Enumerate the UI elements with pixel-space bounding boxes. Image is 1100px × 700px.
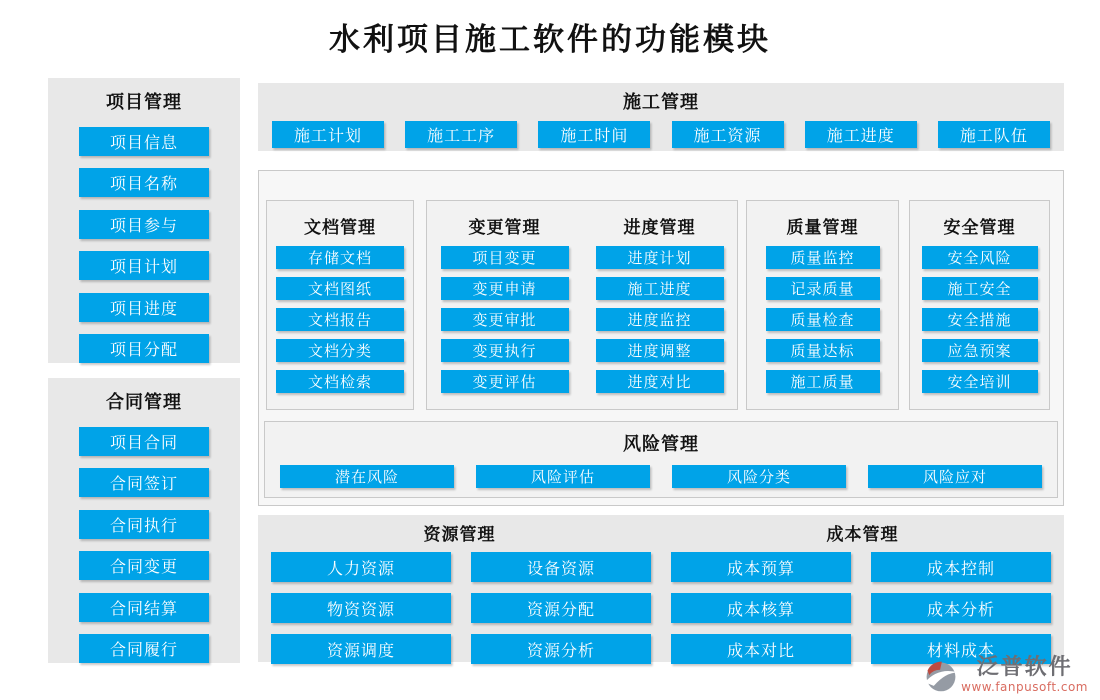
safety-management-title: 安全管理	[943, 218, 1016, 238]
cost-accounting-button[interactable]: 成本核算	[671, 593, 851, 623]
construction-buttons-row	[258, 121, 1064, 148]
contract-execution-button[interactable]: 合同执行	[79, 510, 209, 539]
schedule-management-column	[582, 201, 737, 393]
document-storage-button[interactable]: 存储文档	[276, 246, 404, 269]
resource-scheduling-button[interactable]: 资源调度	[271, 634, 451, 664]
resource-cost-grid	[258, 545, 1064, 664]
quality-inspection-button[interactable]: 质量检查	[766, 308, 880, 331]
risk-management-box	[264, 421, 1058, 498]
cost-management-title: 成本管理	[826, 525, 899, 545]
document-management-box	[266, 200, 414, 410]
change-request-button[interactable]: 变更申请	[441, 277, 569, 300]
quality-monitoring-button[interactable]: 质量监控	[766, 246, 880, 269]
construction-time-button[interactable]: 施工时间	[538, 121, 650, 148]
project-allocation-button[interactable]: 项目分配	[79, 334, 209, 363]
contract-signing-button[interactable]: 合同签订	[79, 468, 209, 497]
resource-analysis-button[interactable]: 资源分析	[471, 634, 651, 664]
document-drawings-button[interactable]: 文档图纸	[276, 277, 404, 300]
equipment-resource-button[interactable]: 设备资源	[471, 552, 651, 582]
schedule-monitoring-button[interactable]: 进度监控	[596, 308, 724, 331]
change-schedule-box	[426, 200, 738, 410]
document-classification-button[interactable]: 文档分类	[276, 339, 404, 362]
construction-plan-button[interactable]: 施工计划	[272, 121, 384, 148]
construction-management-title: 施工管理	[623, 92, 699, 113]
cost-comparison-button[interactable]: 成本对比	[671, 634, 851, 664]
project-management-title: 项目管理	[106, 92, 182, 113]
contract-management-title: 合同管理	[106, 392, 182, 413]
human-resource-button[interactable]: 人力资源	[271, 552, 451, 582]
contract-management-panel	[48, 378, 240, 663]
schedule-management-title: 进度管理	[623, 218, 696, 238]
document-search-button[interactable]: 文档检索	[276, 370, 404, 393]
risk-classification-button[interactable]: 风险分类	[672, 465, 846, 488]
construction-safety-button[interactable]: 施工安全	[922, 277, 1038, 300]
project-management-panel	[48, 78, 240, 363]
change-approval-button[interactable]: 变更审批	[441, 308, 569, 331]
risk-assessment-button[interactable]: 风险评估	[476, 465, 650, 488]
document-management-title: 文档管理	[304, 218, 376, 238]
contract-change-button[interactable]: 合同变更	[79, 551, 209, 580]
project-info-button[interactable]: 项目信息	[79, 127, 209, 156]
quality-management-box	[746, 200, 899, 410]
project-contract-button[interactable]: 项目合同	[79, 427, 209, 456]
schedule-construction-progress-button[interactable]: 施工进度	[596, 277, 724, 300]
brand-url: www.fanpusoft.com	[961, 680, 1088, 694]
quality-management-title: 质量管理	[786, 218, 859, 238]
resource-management-title: 资源管理	[423, 525, 496, 545]
safety-management-box	[909, 200, 1050, 410]
middle-modules-container	[258, 170, 1064, 506]
safety-measures-button[interactable]: 安全措施	[922, 308, 1038, 331]
construction-progress-button[interactable]: 施工进度	[805, 121, 917, 148]
safety-risk-button[interactable]: 安全风险	[922, 246, 1038, 269]
construction-quality-button[interactable]: 施工质量	[766, 370, 880, 393]
change-evaluation-button[interactable]: 变更评估	[441, 370, 569, 393]
schedule-plan-button[interactable]: 进度计划	[596, 246, 724, 269]
construction-management-panel	[258, 83, 1064, 151]
brand-name: 泛普软件	[976, 655, 1073, 680]
safety-training-button[interactable]: 安全培训	[922, 370, 1038, 393]
document-report-button[interactable]: 文档报告	[276, 308, 404, 331]
project-change-button[interactable]: 项目变更	[441, 246, 569, 269]
cost-budget-button[interactable]: 成本预算	[671, 552, 851, 582]
potential-risk-button[interactable]: 潜在风险	[280, 465, 454, 488]
project-name-button[interactable]: 项目名称	[79, 168, 209, 197]
change-execution-button[interactable]: 变更执行	[441, 339, 569, 362]
schedule-adjustment-button[interactable]: 进度调整	[596, 339, 724, 362]
project-participation-button[interactable]: 项目参与	[79, 210, 209, 239]
change-management-column	[427, 201, 582, 393]
emergency-plan-button[interactable]: 应急预案	[922, 339, 1038, 362]
fanpu-logo-icon	[923, 658, 959, 694]
construction-process-button[interactable]: 施工工序	[405, 121, 517, 148]
material-resource-button[interactable]: 物资资源	[271, 593, 451, 623]
project-plan-button[interactable]: 项目计划	[79, 251, 209, 280]
contract-performance-button[interactable]: 合同履行	[79, 634, 209, 663]
material-cost-button[interactable]: 材料成本	[871, 634, 1051, 664]
risk-response-button[interactable]: 风险应对	[868, 465, 1042, 488]
schedule-comparison-button[interactable]: 进度对比	[596, 370, 724, 393]
page-title: 水利项目施工软件的功能模块	[329, 22, 771, 58]
resource-allocation-button[interactable]: 资源分配	[471, 593, 651, 623]
construction-resource-button[interactable]: 施工资源	[672, 121, 784, 148]
cost-control-button[interactable]: 成本控制	[871, 552, 1051, 582]
risk-buttons-row	[265, 465, 1057, 488]
quality-standard-button[interactable]: 质量达标	[766, 339, 880, 362]
contract-settlement-button[interactable]: 合同结算	[79, 593, 209, 622]
quality-record-button[interactable]: 记录质量	[766, 277, 880, 300]
project-progress-button[interactable]: 项目进度	[79, 293, 209, 322]
risk-management-title: 风险管理	[623, 434, 699, 455]
cost-analysis-button[interactable]: 成本分析	[871, 593, 1051, 623]
resource-cost-panel	[258, 515, 1064, 662]
change-management-title: 变更管理	[468, 218, 541, 238]
construction-team-button[interactable]: 施工队伍	[938, 121, 1050, 148]
fanpu-logo	[923, 656, 1088, 694]
